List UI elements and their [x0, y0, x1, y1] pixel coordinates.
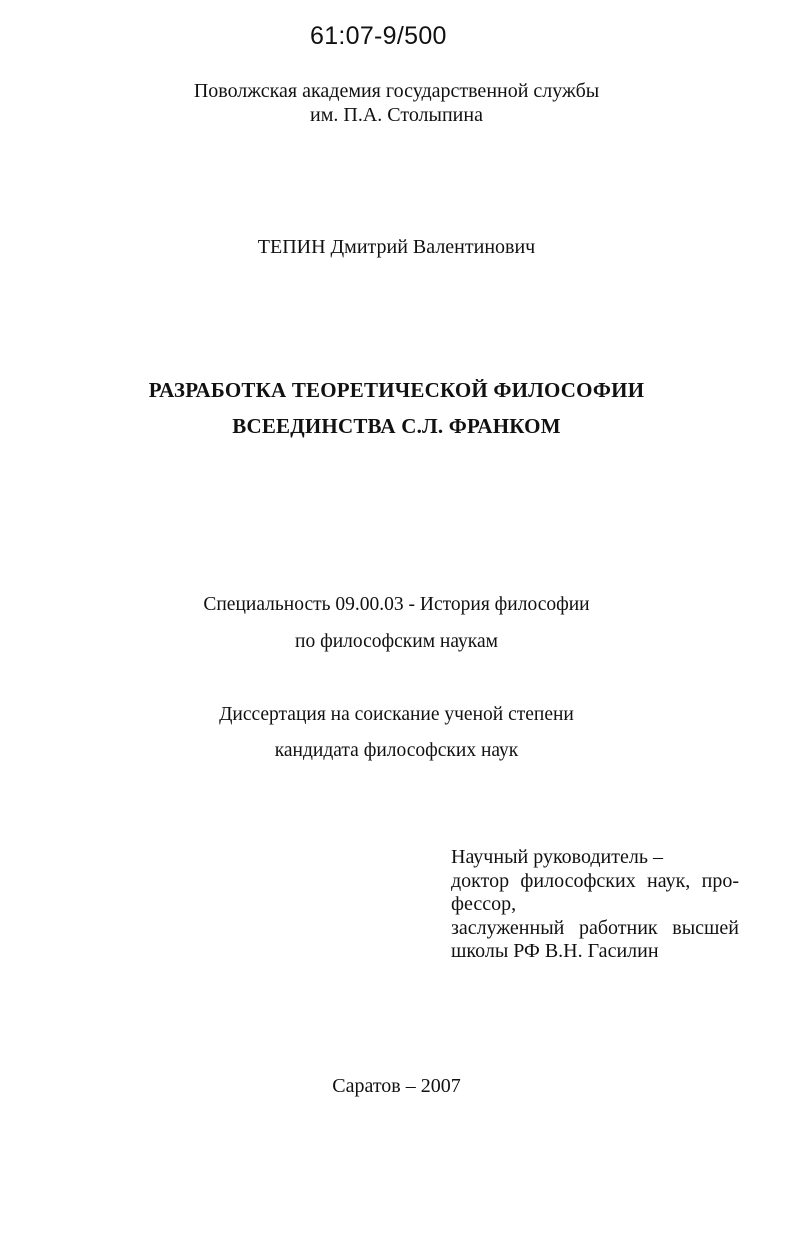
supervisor-line1: Научный руководитель –	[451, 846, 663, 868]
specialty-line2: по философским наукам	[295, 631, 498, 652]
author-name: ТЕПИН Дмитрий Валентинович	[257, 236, 536, 258]
supervisor-line2: доктор философских наук, про-	[451, 869, 739, 892]
supervisor-line3: фессор,	[451, 893, 517, 915]
institution-name-line1: Поволжская академия государственной службы	[193, 80, 600, 102]
dissertation-title-line2: ВСЕЕДИНСТВА С.Л. ФРАНКОМ	[232, 414, 561, 438]
supervisor-line5: школы РФ В.Н. Гасилин	[451, 940, 659, 962]
scientific-supervisor-block	[451, 846, 739, 964]
city-year: Саратов – 2007	[332, 1075, 461, 1097]
archive-code: 61:07-9/500	[310, 22, 447, 50]
supervisor-line4: заслуженный работник высшей	[451, 916, 739, 939]
dissertation-degree-line1: Диссертация на соискание ученой степени	[219, 704, 574, 725]
dissertation-degree-line2: кандидата философских наук	[274, 740, 519, 761]
institution-name-line2: им. П.А. Столыпина	[310, 104, 483, 126]
dissertation-title-line1: РАЗРАБОТКА ТЕОРЕТИЧЕСКОЙ ФИЛОСОФИИ	[148, 378, 645, 402]
specialty-line1: Специальность 09.00.03 - История философии	[203, 594, 590, 615]
